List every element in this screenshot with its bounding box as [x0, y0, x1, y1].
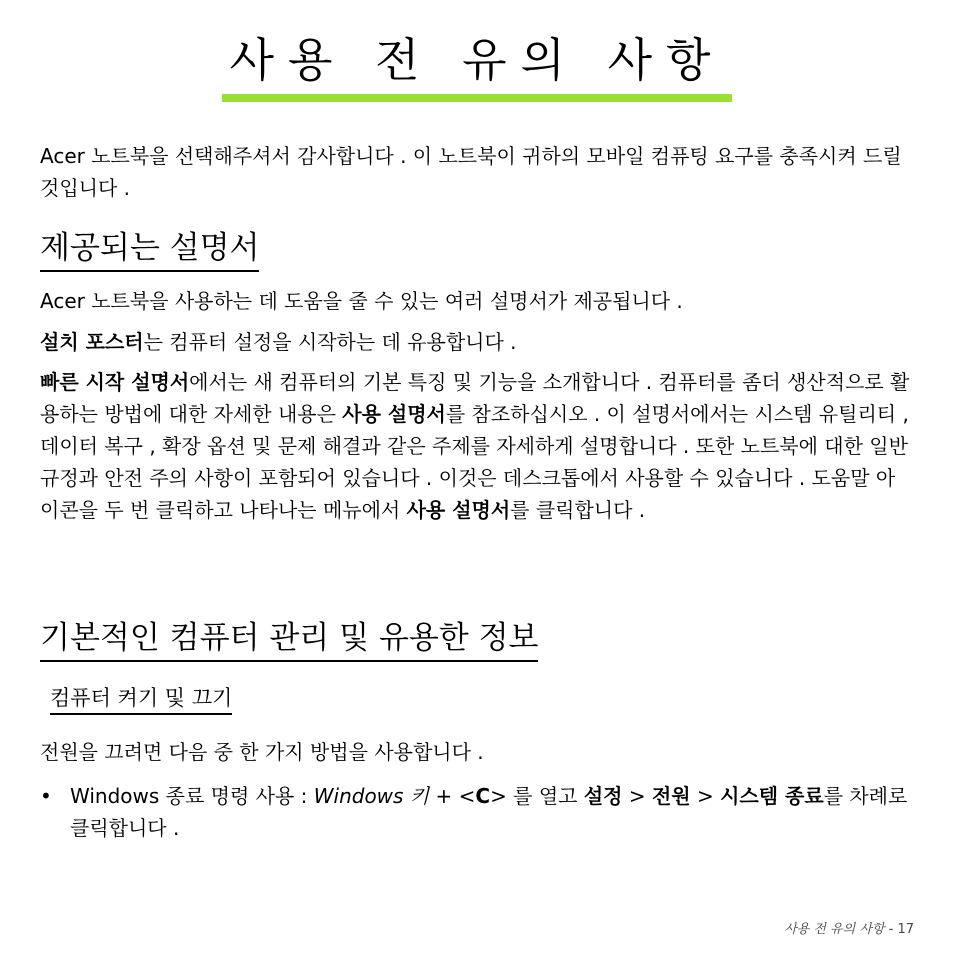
- title-underline-bar: [222, 94, 732, 102]
- page-number: 17: [897, 922, 914, 937]
- bullet-text-5: > 를 열고: [490, 784, 584, 808]
- user-manual-term-1: 사용 설명서: [342, 402, 446, 426]
- bullet-marker: •: [40, 784, 52, 808]
- quick-start-paragraph: [40, 366, 914, 526]
- setup-poster-paragraph: [40, 326, 914, 358]
- settings-term: 설정: [583, 784, 623, 808]
- shutdown-term: 시스템 종료: [720, 784, 824, 808]
- page-title: 사용 전 유의 사항: [229, 33, 725, 87]
- user-manual-term-2: 사용 설명서: [406, 498, 511, 522]
- quick-start-text-3: 를 클릭합니다 .: [510, 498, 646, 522]
- power-term: 전원: [651, 784, 691, 808]
- setup-poster-text: 는 컴퓨터 설정을 시작하는 데 유용합니다 .: [143, 330, 517, 354]
- quick-start-text-2: 를 참조하십시오 . 이 설명서에서는 시스템 유틸리티 , 데이터 복구 , 확장 옵션 및 문제 해결과 같은 주제를 자세하게 설명합니다 . 또한 노트북에 대한 일반 규정과 안전 주의 사항이 포함되어 있습니다 . 이것은 데스크톱에서 사용할 수 있습니다 . 도움말 아이콘을 두 번 클릭하고 나타나는 메뉴에서: [40, 402, 909, 522]
- setup-poster-term: 설치 포스터: [40, 330, 144, 354]
- c-key-text: C: [475, 784, 491, 808]
- subheading-power: 컴퓨터 켜기 및 끄기: [50, 684, 232, 715]
- intro-brand: Acer: [40, 144, 85, 168]
- arrow-1: >: [622, 784, 652, 808]
- intro-text: 노트북을 선택해주셔서 감사합니다 . 이 노트북이 귀하의 모바일 컴퓨팅 요구를 충족시켜 드릴 것입니다 .: [40, 144, 902, 200]
- quick-start-text-1: 에서는 새 컴퓨터의 기본 특징 및 기능을 소개합니다 . 컴퓨터를 좀더 생산적으로 활용하는 방법에 대한 자세한 내용은: [40, 370, 910, 426]
- page-footer: [784, 918, 914, 937]
- quick-start-term: 빠른 시작 설명서: [40, 370, 190, 394]
- section-heading-manuals: 제공되는 설명서: [40, 228, 259, 272]
- bullet-text-11: 를 차례로 클릭합니다 .: [70, 784, 908, 840]
- manuals-intro: Acer 노트북을 사용하는 데 도움을 줄 수 있는 여러 설명서가 제공됩니다 .: [40, 289, 683, 313]
- footer-section-name: 사용 전 유의 사항 -: [784, 922, 898, 937]
- bullet-text-3: + <: [429, 784, 476, 808]
- section-heading-care: 기본적인 컴퓨터 관리 및 유용한 정보: [40, 618, 538, 662]
- power-intro: 전원을 끄려면 다음 중 한 가지 방법을 사용합니다 .: [40, 740, 484, 764]
- windows-key-text: Windows 키: [313, 784, 430, 808]
- intro-paragraph: [40, 140, 914, 204]
- arrow-2: >: [690, 784, 721, 808]
- bullet-text-1: Windows 종료 명령 사용 :: [70, 784, 314, 808]
- shutdown-bullet: [70, 780, 914, 844]
